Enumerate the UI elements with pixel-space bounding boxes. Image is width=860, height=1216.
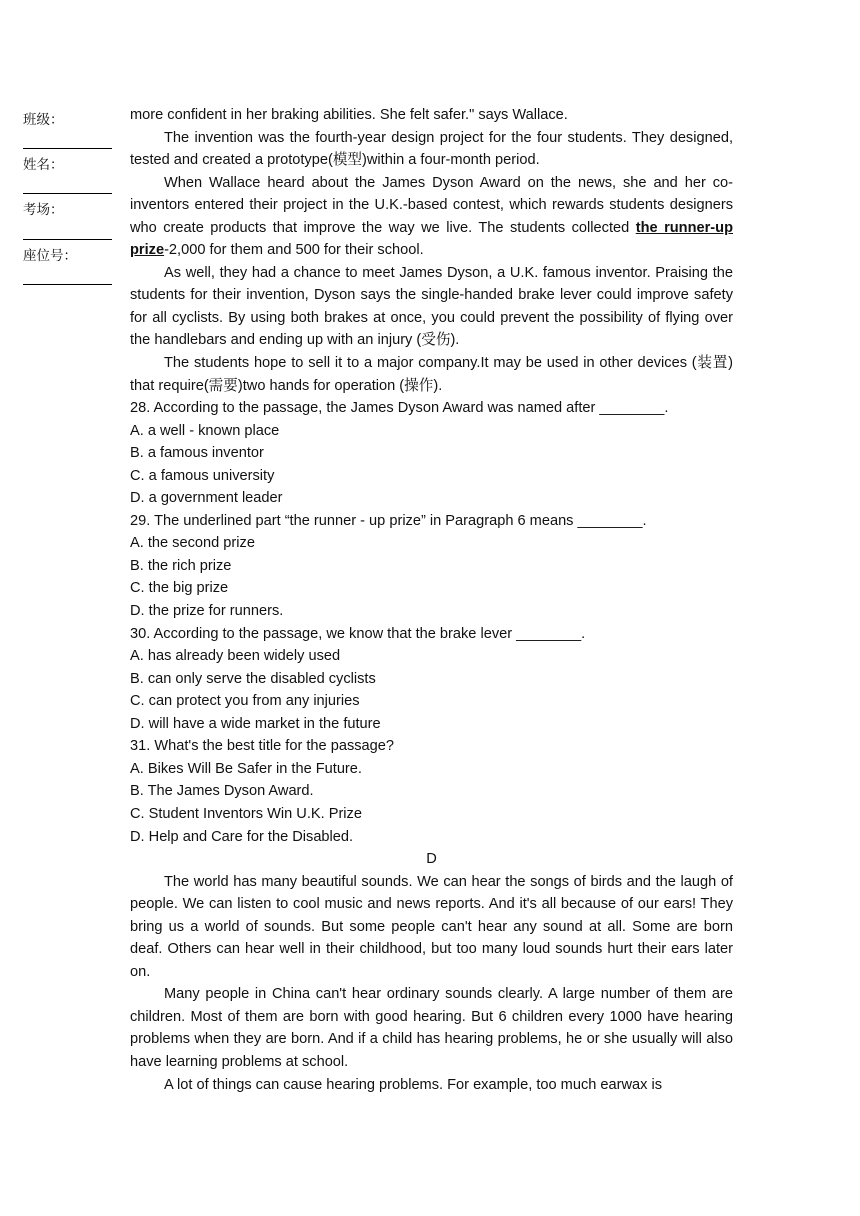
answer-option: C. Student Inventors Win U.K. Prize [130,805,362,822]
passage-d-paragraph: The world has many beautiful sounds. We can hear the songs of birds and the laugh of people. We can listen to cool music and news reports. And it's all because of our ears! They bring us a world of sounds. But some people can't hear any sound at all. Some are born deaf. Others can hear well in their childhood, but too many loud sounds hurt their ears later on. [130,873,733,980]
underlined-phrase: the runner-up prize [130,219,733,259]
passage-c-paragraph: As well, they had a chance to meet James Dyson, a U.K. famous inventor. Praising the students for their invention, Dyson says the single-handed brake lever could improve safety for all cyclists. By using both brakes at once, you could prevent the possibility of flying over the handlebars and ending up with an injury (受伤). [130,264,733,349]
class-field [23,104,112,149]
paragraph-text: When Wallace heard about the James Dyson Award on the news, she and her co-inventors entered their project in the U.K.-based contest, which rewards students designers who create products that improve the way we live. The students collected [130,174,733,236]
answer-option: A. a well - known place [130,422,280,439]
paragraph-text: -2,000 for them and 500 for their school. [164,242,424,259]
question-stem: 30. According to the passage, we know that the brake lever ________. [130,625,586,642]
question-29 [130,510,733,623]
name-label: 姓名： [23,157,64,174]
question-31 [130,735,733,848]
seat-number-field [23,240,112,285]
page-content [130,104,733,1096]
seat-number-label: 座位号： [23,247,77,264]
answer-option: A. Bikes Will Be Safer in the Future. [130,760,362,777]
answer-option: A. has already been widely used [130,648,341,665]
answer-option: D. Help and Care for the Disabled. [130,828,354,845]
answer-option: A. the second prize [130,535,255,552]
question-28 [130,397,733,510]
exam-info-sidebar [23,104,112,285]
passage-c-paragraph [130,172,733,262]
exam-room-field [23,194,112,239]
answer-option: B. can only serve the disabled cyclists [130,670,376,687]
seat-number-blank-line [23,284,112,285]
question-30 [130,623,733,736]
answer-option: D. the prize for runners. [130,603,284,620]
exam-room-label: 考场： [23,202,64,219]
passage-d-paragraph: Many people in China can't hear ordinary sounds clearly. A large number of them are children. Most of them are born with good hearing. But 6 children every 1000 have hearing problems when they are born. And if a child has hearing problems, he or she usually will also have learning problems at school. [130,986,733,1070]
answer-option: D. a government leader [130,490,283,507]
answer-option: D. will have a wide market in the future [130,715,381,732]
answer-option: B. The James Dyson Award. [130,783,314,800]
class-label: 班级： [23,112,64,128]
section-heading: D [426,851,437,868]
answer-option: B. the rich prize [130,557,232,574]
answer-option: C. the big prize [130,580,229,597]
question-stem: 28. According to the passage, the James Dyson Award was named after ________. [130,400,669,417]
passage-c-paragraph: The invention was the fourth-year design project for the four students. They designed, tested and created a prototype(模型)within a four-month period. [130,129,733,169]
passage-c-continuation: more confident in her braking abilities. She felt safer." says Wallace. [130,107,568,123]
name-field [23,149,112,194]
passage-d-paragraph: A lot of things can cause hearing problems. For example, too much earwax is [164,1076,663,1093]
answer-option: C. a famous university [130,467,275,484]
question-stem: 31. What's the best title for the passage? [130,738,395,755]
question-stem: 29. The underlined part “the runner - up prize” in Paragraph 6 means ________. [130,512,647,529]
answer-option: B. a famous inventor [130,445,264,462]
answer-option: C. can protect you from any injuries [130,693,360,710]
passage-c-paragraph: The students hope to sell it to a major company.It may be used in other devices (装置) that require(需要)two hands for operation (操作). [130,355,733,394]
